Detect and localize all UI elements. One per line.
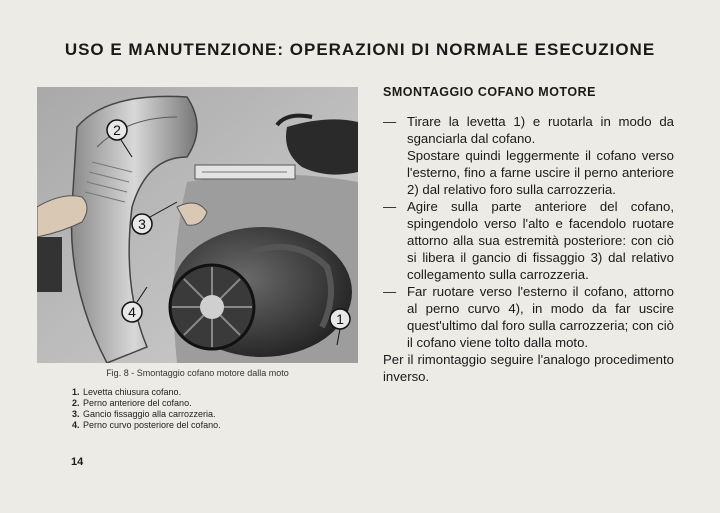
legend-number: 1.: [72, 387, 80, 397]
callout-2: [107, 120, 127, 140]
callout-4: [122, 302, 142, 322]
instruction-step: [383, 113, 674, 198]
svg-text:2: 2: [113, 122, 121, 138]
step-dash: —: [383, 284, 397, 299]
svg-text:1: 1: [336, 311, 344, 327]
legend-item: [72, 398, 332, 409]
legend-number: 2.: [72, 398, 80, 408]
legend-number: 3.: [72, 409, 80, 419]
svg-text:4: 4: [128, 304, 136, 320]
step-dash: —: [383, 199, 397, 214]
closing-paragraph: Per il rimontaggio seguire l'analogo procedimento inverso.: [383, 352, 674, 384]
instruction-step: [383, 283, 674, 351]
legend-text: Perno curvo posteriore del cofano.: [83, 420, 221, 430]
legend-item: [72, 420, 332, 431]
step-text: Tirare la levetta 1) e ruotarla in modo da sganciarla dal cofano.: [407, 114, 674, 146]
legend-item: [72, 387, 332, 398]
callout-3: [132, 214, 152, 234]
legend-text: Perno anteriore del cofano.: [83, 398, 192, 408]
legend-text: Gancio fissaggio alla carrozzeria.: [83, 409, 216, 419]
svg-text:3: 3: [138, 216, 146, 232]
figure-photo: [37, 87, 358, 363]
legend-number: 4.: [72, 420, 80, 430]
figure-legend: [72, 387, 332, 431]
section-title: SMONTAGGIO COFANO MOTORE: [383, 85, 596, 99]
instruction-step: [383, 198, 674, 283]
legend-item: [72, 409, 332, 420]
step-extra-text: Spostare quindi leggermente il cofano verso l'esterno, fino a farne uscire il perno anteriore 2) dal relativo foro sulla carrozzeria.: [407, 148, 674, 197]
instructions-body: [383, 113, 674, 385]
legend-text: Levetta chiusura cofano.: [83, 387, 182, 397]
scooter-engine-photo: [37, 87, 358, 363]
step-dash: —: [383, 114, 397, 129]
page-title: USO E MANUTENZIONE: OPERAZIONI DI NORMALE ESECUZIONE: [64, 40, 656, 59]
page-number: 14: [71, 456, 84, 468]
step-text: Agire sulla parte anteriore del cofano, spingendolo verso l'alto e facendolo ruotare attorno alla sua estremità posteriore: con ciò si libera il gancio di fissaggio 3) dal relativo collegamento sulla carrozzeria.: [407, 199, 674, 282]
figure-caption: Fig. 8 - Smontaggio cofano motore dalla moto: [106, 368, 289, 378]
callout-1: [330, 309, 350, 329]
step-text: Far ruotare verso l'esterno il cofano, attorno al perno curvo 4), in modo da far uscire quest'ultimo dal foro sulla carrozzeria; con ciò il cofano viene tolto dalla moto.: [407, 284, 674, 350]
